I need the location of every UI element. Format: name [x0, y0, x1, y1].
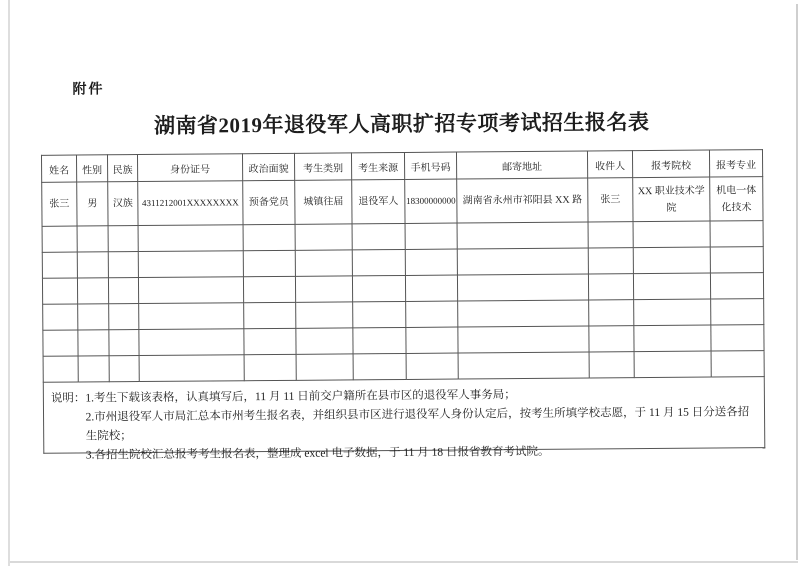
empty-cell [108, 226, 138, 252]
empty-cell [78, 356, 109, 382]
empty-cell [405, 249, 457, 275]
table-cell: 退役军人 [352, 179, 405, 223]
empty-cell [139, 355, 244, 382]
empty-cell [352, 249, 405, 275]
empty-cell [296, 302, 353, 328]
table-cell: 汉族 [108, 182, 138, 226]
empty-cell [353, 301, 406, 327]
table-cell: 张三 [42, 182, 77, 226]
notes-lines [85, 384, 760, 465]
header-cell: 姓名 [41, 155, 76, 182]
notes-label: 说明： [50, 392, 86, 405]
empty-cell [457, 248, 588, 275]
empty-cell [588, 248, 633, 274]
header-cell: 政治面貌 [242, 153, 294, 180]
empty-cell [634, 325, 711, 352]
empty-cell [138, 225, 243, 252]
empty-cell [295, 250, 352, 276]
empty-cell [243, 250, 295, 276]
empty-cell [711, 325, 764, 351]
empty-cell [296, 328, 353, 354]
empty-cell [633, 247, 710, 274]
empty-cell [78, 304, 109, 330]
table-cell: 预备党员 [243, 180, 295, 224]
empty-cell [458, 300, 589, 327]
empty-cell [633, 273, 710, 300]
empty-cell [458, 326, 589, 353]
empty-cell [405, 223, 457, 249]
empty-cell [458, 352, 589, 379]
page-title: 湖南省2019年退役军人高职扩招专项考试招生报名表 [153, 110, 650, 138]
header-cell: 收件人 [587, 151, 632, 178]
header-cell: 性别 [76, 155, 107, 182]
table-cell: 18300000000 [405, 179, 457, 223]
empty-cell [295, 276, 352, 302]
table-cell: 男 [77, 182, 108, 226]
empty-cell [43, 356, 78, 382]
empty-cell [710, 221, 763, 247]
empty-cell [109, 330, 139, 356]
empty-cell [77, 252, 108, 278]
header-cell: 考生类别 [294, 153, 351, 180]
empty-cell [77, 278, 108, 304]
empty-cell [457, 274, 588, 301]
empty-cell [353, 327, 406, 353]
header-cell: 手机号码 [404, 152, 456, 179]
table-cell: 湖南省永州市祁阳县 XX 路 [457, 178, 588, 223]
empty-cell [244, 354, 296, 380]
empty-cell [589, 300, 634, 326]
registration-table [41, 149, 765, 383]
empty-cell [634, 299, 711, 326]
empty-cell [244, 302, 296, 328]
empty-cell [43, 304, 78, 330]
empty-cell [405, 275, 457, 301]
empty-cell [406, 301, 458, 327]
empty-cell [588, 274, 633, 300]
empty-cell [457, 222, 588, 249]
empty-cell [109, 304, 139, 330]
notes-section [43, 377, 766, 462]
empty-cell [353, 353, 406, 379]
header-cell: 邮寄地址 [456, 151, 587, 179]
empty-cell [78, 330, 109, 356]
empty-cell [109, 356, 139, 382]
empty-cell [589, 326, 634, 352]
header-cell: 报考专业 [709, 150, 762, 177]
empty-cell [244, 328, 296, 354]
header-cell: 考生来源 [351, 152, 404, 179]
empty-cell [406, 353, 458, 379]
table-cell: 4311212001XXXXXXXX [138, 181, 243, 226]
note-line: 2.市州退役军人市局汇总本市州考生报名表，并组织县市区进行退役军人身份认定后，按考生所填学校志愿，于 11 月 15 日分送各招生院校； [85, 406, 750, 443]
empty-cell [139, 303, 244, 330]
empty-cell [108, 278, 138, 304]
header-cell: 民族 [107, 155, 137, 182]
empty-cell [711, 299, 764, 325]
empty-cell [42, 226, 77, 252]
empty-cell [634, 351, 711, 378]
header-cell: 身份证号 [137, 154, 242, 182]
empty-cell [77, 226, 108, 252]
empty-cell [43, 330, 78, 356]
empty-cell [710, 273, 763, 299]
table-cell: 城镇往届 [295, 180, 352, 224]
empty-cell [295, 224, 352, 250]
empty-cell [138, 251, 243, 278]
table-cell: 机电一体化技术 [710, 177, 763, 221]
empty-cell [588, 222, 633, 248]
header-cell: 报考院校 [632, 150, 709, 178]
empty-cell [42, 278, 77, 304]
empty-cell [711, 351, 764, 377]
empty-cell [42, 252, 77, 278]
attachment-label: 附件 [72, 82, 105, 98]
empty-cell [243, 276, 295, 302]
note-line: 1.考生下载该表格，认真填写后，11 月 11 日前交户籍所在县市区的退役军人事务局； [85, 389, 516, 405]
empty-cell [406, 327, 458, 353]
empty-cell [296, 354, 353, 380]
table-cell: XX 职业技术学院 [633, 177, 710, 222]
empty-cell [589, 352, 634, 378]
empty-cell [352, 275, 405, 301]
empty-cell [633, 221, 710, 248]
table-cell: 张三 [588, 178, 633, 222]
empty-cell [710, 247, 763, 273]
empty-cell [243, 224, 295, 250]
table-row [42, 177, 763, 227]
note-line: 3.各招生院校汇总报考考生报名表，整理成 excel 电子数据，于 11 月 18 日报省教育考试院。 [85, 445, 550, 462]
registration-form [41, 149, 765, 462]
empty-cell [108, 252, 138, 278]
empty-cell [139, 329, 244, 356]
empty-cell [352, 223, 405, 249]
empty-cell [138, 277, 243, 304]
